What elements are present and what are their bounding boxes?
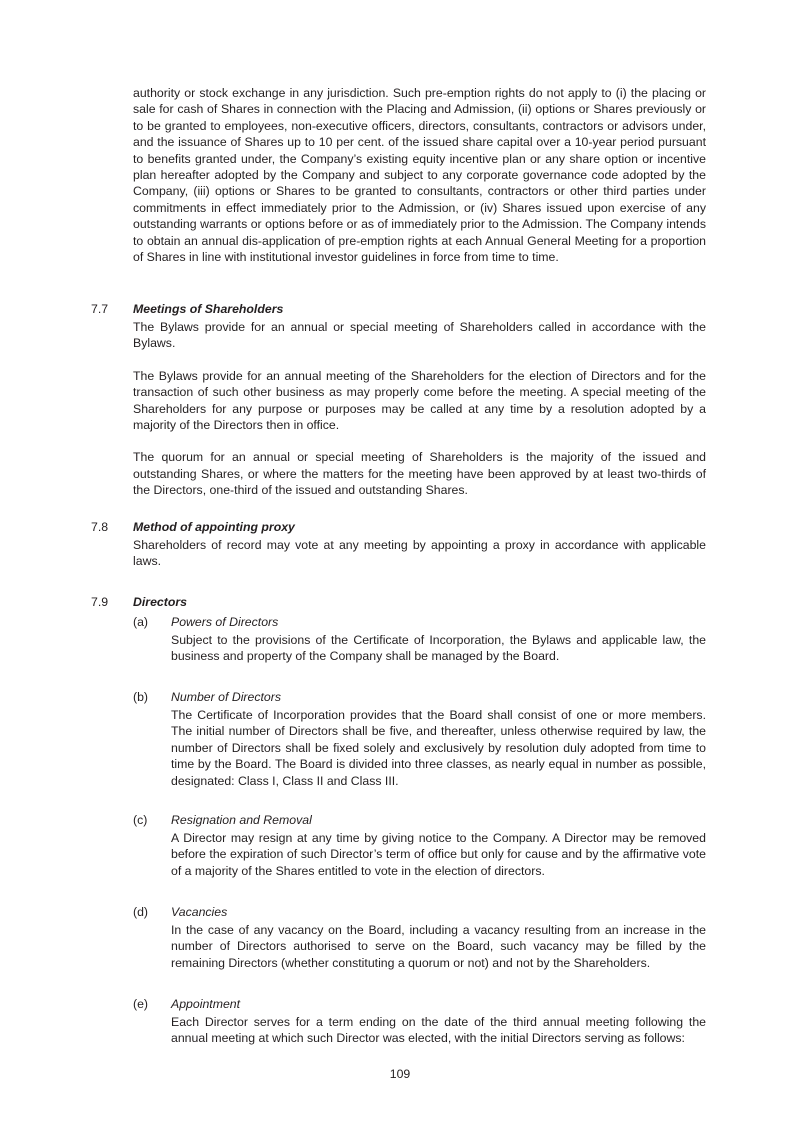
subsection-label: (d) bbox=[133, 905, 149, 919]
subsection-label: (c) bbox=[133, 813, 148, 827]
subsection-body: A Director may resign at any time by giving notice to the Company. A Director may be removed before the expiration of such Director’s term of office but only for cause and by the affirmative vote of a majority of the Shares entitled to vote in the election of directors. bbox=[171, 831, 706, 878]
paragraph: The Bylaws provide for an annual meeting of the Shareholders for the election of Directors and for the transaction of such other business as may properly come before the meeting. A special meeting of the Shareholders for any purpose or purposes may be called at any time by a resolution adopted by a majority of the Directors then in office. bbox=[133, 368, 706, 433]
subsection-body: The Certificate of Incorporation provides that the Board shall consist of one or more members. The initial number of Directors shall be five, and thereafter, unless otherwise required by law, the number of Directors shall be fixed solely and exclusively by resolution duly adopted from time to time by the Board. The Board is divided into three classes, as nearly equal in number as possible, designated: Class I, Class II and Class III. bbox=[171, 708, 706, 788]
subsection-e bbox=[133, 996, 706, 1047]
section-title: Meetings of Shareholders bbox=[133, 302, 284, 316]
subsection-title: Vacancies bbox=[171, 905, 228, 919]
section-7-9 bbox=[91, 594, 706, 612]
section-title: Directors bbox=[133, 595, 187, 609]
subsection-body: Each Director serves for a term ending on the date of the third annual meeting following the annual meeting at which such Director was elected, with the initial Directors serving as follows: bbox=[171, 1015, 706, 1046]
subsection-body: In the case of any vacancy on the Board, including a vacancy resulting from an increase in the number of Directors authorised to serve on the Board, such vacancy may be filled by the remaining Directors (whether constituting a quorum or not) and not by the Shareholders. bbox=[171, 923, 706, 970]
section-number: 7.9 bbox=[91, 595, 109, 609]
page-number: 109 bbox=[389, 1067, 411, 1081]
subsection-heading bbox=[133, 812, 706, 828]
section-heading bbox=[91, 519, 706, 535]
paragraph: The Bylaws provide for an annual or special meeting of Shareholders called in accordance with the Bylaws. bbox=[133, 320, 706, 351]
subsection-title: Appointment bbox=[171, 997, 241, 1011]
section-body bbox=[133, 537, 706, 570]
section-7-8 bbox=[91, 519, 706, 570]
section-title: Method of appointing proxy bbox=[133, 520, 295, 534]
subsection-title: Resignation and Removal bbox=[171, 813, 312, 827]
subsection-label: (a) bbox=[133, 615, 149, 629]
section-body bbox=[133, 319, 706, 499]
subsection-heading bbox=[133, 614, 706, 630]
section-number: 7.8 bbox=[91, 520, 109, 534]
subsection-label: (e) bbox=[133, 997, 149, 1011]
subsection-body: Subject to the provisions of the Certificate of Incorporation, the Bylaws and applicable law, the business and property of the Company shall be managed by the Board. bbox=[171, 633, 706, 664]
subsection-label: (b) bbox=[133, 690, 149, 704]
section-number: 7.7 bbox=[91, 302, 109, 316]
paragraph: The quorum for an annual or special meeting of Shareholders is the majority of the issued and outstanding Shares, or where the matters for the meeting have been approved by at least two-thirds of the Directors, one-third of the issued and outstanding Shares. bbox=[133, 450, 706, 498]
subsection-title: Powers of Directors bbox=[171, 615, 279, 629]
subsection-heading bbox=[133, 996, 706, 1012]
subsection-d bbox=[133, 904, 706, 971]
subsection-heading bbox=[133, 689, 706, 705]
section-7-7 bbox=[91, 301, 706, 499]
intro-paragraph: authority or stock exchange in any jurisdiction. Such pre-emption rights do not apply to (i) the placing or sale for cash of Shares in connection with the Placing and Admission, (ii) options or Shares previously or to be granted to employees, non-executive officers, directors, consultants, contractors or advisors under, and the issuance of Shares up to 10 per cent. of the issued share capital over a 10-year period pursuant to benefits granted under, the Company’s existing equity incentive plan or any share option or incentive plan hereafter adopted by the Company and subject to any corporate governance code adopted by the Company, (iii) options or Shares to be granted to consultants, contractors or other third parties under commitments in effect immediately prior to the Admission, or (iv) Shares issued upon exercise of any outstanding warrants or options before or as of immediately prior to the Admission. The Company intends to obtain an annual dis-application of pre-emption rights at each Annual General Meeting for a proportion of Shares in line with institutional investor guidelines in force from time to time. bbox=[133, 86, 706, 265]
subsection-b bbox=[133, 689, 706, 789]
subsection-title: Number of Directors bbox=[171, 690, 282, 704]
subsection-heading bbox=[133, 904, 706, 920]
section-heading bbox=[91, 301, 706, 317]
subsection-a bbox=[133, 614, 706, 665]
subsection-c bbox=[133, 812, 706, 879]
section-heading bbox=[91, 594, 706, 610]
paragraph: Shareholders of record may vote at any meeting by appointing a proxy in accordance with applicable laws. bbox=[133, 538, 706, 569]
